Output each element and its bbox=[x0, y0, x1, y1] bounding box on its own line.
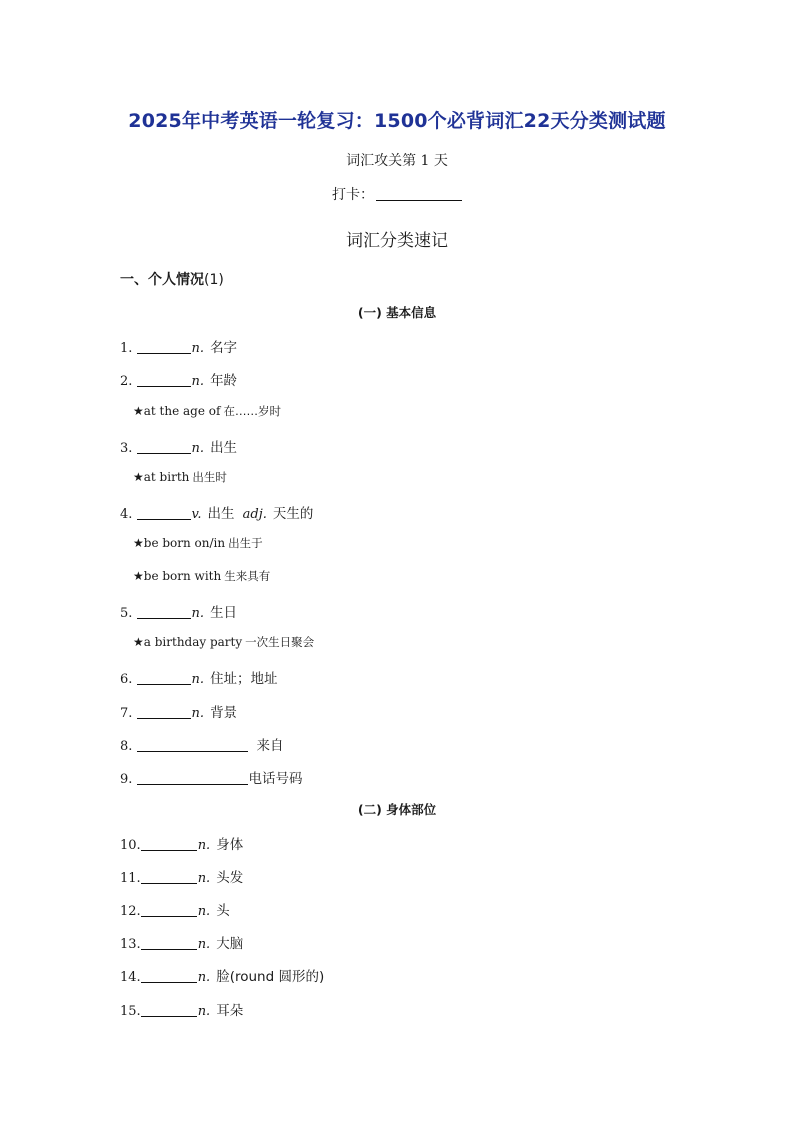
part-of-speech: n. bbox=[197, 970, 211, 985]
vocab-item bbox=[120, 369, 237, 389]
phrase-cn: 生来具有 bbox=[224, 569, 271, 583]
answer-blank[interactable] bbox=[137, 440, 191, 454]
section-suffix: (1) bbox=[204, 272, 224, 288]
phrase-en: a birthday party bbox=[143, 635, 243, 649]
answer-blank[interactable] bbox=[137, 705, 191, 719]
document-title: 2025年中考英语一轮复习：1500个必背词汇22天分类测试题 bbox=[128, 110, 666, 132]
vocab-item bbox=[120, 336, 237, 356]
phrase-cn: 一次生日聚会 bbox=[245, 635, 315, 649]
phrase-cn: 出生于 bbox=[228, 536, 263, 550]
item-meaning: 脸(round 圆形的) bbox=[216, 969, 325, 985]
item-meaning: 大脑 bbox=[216, 936, 244, 952]
star-icon: ★ bbox=[133, 569, 144, 583]
item-number: 8. bbox=[120, 739, 133, 754]
item-meaning: 出生 bbox=[207, 506, 235, 522]
vocab-item bbox=[120, 999, 243, 1019]
part-of-speech: n. bbox=[197, 1004, 211, 1019]
item-meaning: 名字 bbox=[210, 340, 238, 356]
part-of-speech: n. bbox=[197, 937, 211, 952]
answer-blank[interactable] bbox=[137, 771, 248, 785]
answer-blank[interactable] bbox=[141, 936, 197, 950]
phrase-note bbox=[133, 469, 227, 485]
subsection-body-parts: (二) 身体部位 bbox=[357, 802, 437, 817]
part-of-speech: n. bbox=[197, 904, 211, 919]
vocab-item bbox=[120, 601, 237, 621]
phrase-note bbox=[133, 568, 270, 584]
item-meaning: 耳朵 bbox=[216, 1003, 244, 1019]
answer-blank[interactable] bbox=[141, 903, 197, 917]
phrase-en: be born on/in bbox=[143, 536, 226, 550]
star-icon: ★ bbox=[133, 536, 144, 550]
item-meaning: 身体 bbox=[216, 837, 244, 853]
checkin-line bbox=[0, 184, 794, 204]
answer-blank[interactable] bbox=[137, 340, 191, 354]
phrase-cn: 出生时 bbox=[192, 470, 227, 484]
part-of-speech: v. bbox=[191, 507, 202, 522]
item-number: 3. bbox=[120, 441, 133, 456]
part-of-speech: n. bbox=[191, 441, 205, 456]
item-number: 1. bbox=[120, 341, 133, 356]
vocab-item bbox=[120, 436, 237, 456]
vocab-item bbox=[120, 833, 243, 853]
phrase-note bbox=[133, 403, 281, 419]
answer-blank[interactable] bbox=[141, 870, 197, 884]
item-number: 11. bbox=[120, 871, 141, 886]
vocab-item bbox=[120, 502, 313, 522]
section-label: 一、个人情况 bbox=[120, 272, 204, 288]
vocab-item bbox=[120, 734, 284, 754]
item-number: 12. bbox=[120, 904, 141, 919]
answer-blank[interactable] bbox=[137, 738, 248, 752]
answer-blank[interactable] bbox=[137, 506, 191, 520]
vocab-item bbox=[120, 767, 303, 787]
checkin-blank[interactable] bbox=[376, 186, 462, 201]
item-number: 14. bbox=[120, 970, 141, 985]
vocab-item bbox=[120, 965, 324, 985]
star-icon: ★ bbox=[133, 470, 144, 484]
star-icon: ★ bbox=[133, 404, 144, 418]
item-meaning-2: 天生的 bbox=[272, 506, 314, 522]
vocab-item bbox=[120, 866, 243, 886]
star-icon: ★ bbox=[133, 635, 144, 649]
subsection-basic-info: (一) 基本信息 bbox=[357, 305, 437, 320]
item-meaning: 头 bbox=[216, 903, 230, 919]
phrase-en: be born with bbox=[143, 569, 222, 583]
answer-blank[interactable] bbox=[141, 969, 197, 983]
part-of-speech: n. bbox=[197, 838, 211, 853]
item-meaning: 背景 bbox=[210, 705, 238, 721]
answer-blank[interactable] bbox=[141, 837, 197, 851]
item-number: 7. bbox=[120, 706, 133, 721]
item-meaning: 住址；地址 bbox=[210, 671, 278, 687]
part-of-speech: n. bbox=[191, 606, 205, 621]
part-of-speech: n. bbox=[197, 871, 211, 886]
answer-blank[interactable] bbox=[137, 605, 191, 619]
item-number: 6. bbox=[120, 672, 133, 687]
document-subtitle: 词汇攻关第 1 天 bbox=[346, 153, 448, 169]
phrase-en: at birth bbox=[143, 470, 190, 484]
part-of-speech: n. bbox=[191, 374, 205, 389]
item-meaning: 出生 bbox=[210, 440, 238, 456]
item-number: 9. bbox=[120, 772, 133, 787]
section-title bbox=[120, 269, 224, 289]
checkin-label: 打卡： bbox=[332, 187, 374, 203]
vocab-item bbox=[120, 899, 230, 919]
section-heading: 词汇分类速记 bbox=[346, 231, 448, 251]
item-number: 2. bbox=[120, 374, 133, 389]
phrase-cn: 在……岁时 bbox=[223, 404, 281, 418]
item-number: 5. bbox=[120, 606, 133, 621]
phrase-en: at the age of bbox=[143, 404, 221, 418]
part-of-speech: n. bbox=[191, 341, 205, 356]
part-of-speech: n. bbox=[191, 706, 205, 721]
answer-blank[interactable] bbox=[137, 671, 191, 685]
item-meaning: 年龄 bbox=[210, 373, 238, 389]
item-number: 13. bbox=[120, 937, 141, 952]
vocab-item bbox=[120, 701, 237, 721]
item-meaning: 头发 bbox=[216, 870, 244, 886]
item-number: 15. bbox=[120, 1004, 141, 1019]
item-meaning: 电话号码 bbox=[248, 771, 303, 787]
phrase-note bbox=[133, 634, 314, 650]
item-number: 10. bbox=[120, 838, 141, 853]
part-of-speech-2: adj. bbox=[242, 507, 267, 522]
phrase-note bbox=[133, 535, 263, 551]
vocab-item bbox=[120, 932, 243, 952]
item-meaning: 来自 bbox=[256, 738, 284, 754]
item-meaning: 生日 bbox=[210, 605, 238, 621]
item-number: 4. bbox=[120, 507, 133, 522]
answer-blank[interactable] bbox=[137, 373, 191, 387]
vocab-item bbox=[120, 667, 278, 687]
part-of-speech: n. bbox=[191, 672, 205, 687]
answer-blank[interactable] bbox=[141, 1003, 197, 1017]
